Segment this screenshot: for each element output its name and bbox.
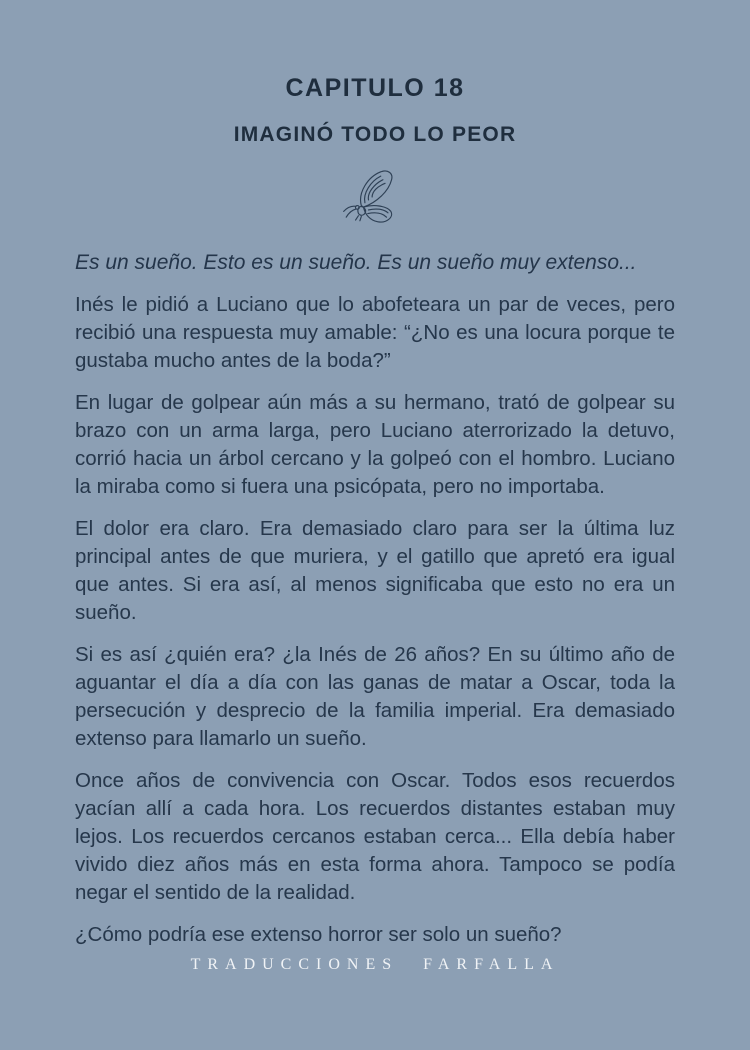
paragraph-1: Inés le pidió a Luciano que lo abofeteara un par de veces, pero recibió una respuesta muy amable: “¿No es una locura porque te gustaba mucho antes de la boda?” [75,293,675,372]
intro-line: Es un sueño. Esto es un sueño. Es un sueño muy extenso... [75,251,637,274]
ornament-container [75,169,675,229]
chapter-header [75,76,675,229]
translator-credit: TRADUCCIONES FARFALLA [190,956,560,973]
paragraph-6: ¿Cómo podría ese extenso horror ser solo un sueño? [75,923,562,946]
paragraph-4: Si es así ¿quién era? ¿la Inés de 26 años? En su último año de aguantar el día a día con las ganas de matar a Oscar, toda la persecución y desprecio de la familia imperial. Era demasiado extenso para llamarlo un sueño. [75,643,675,750]
paragraph-block [75,291,675,949]
butterfly-icon [339,168,411,231]
chapter-body [75,249,675,949]
paragraph-2: En lugar de golpear aún más a su hermano, trató de golpear su brazo con un arma larga, pero Luciano aterrorizado la detuvo, corrió hacia un árbol cercano y la golpeó con el hombro. Luciano la miraba como si fuera una psicópata, pero no importaba. [75,391,675,498]
paragraph-3: El dolor era claro. Era demasiado claro para ser la última luz principal antes de que muriera, y el gatillo que apretó era igual que antes. Si era así, al menos significaba que esto no era un sueño. [75,517,675,624]
paragraph-5: Once años de convivencia con Oscar. Todos esos recuerdos yacían allí a cada hora. Los recuerdos distantes estaban muy lejos. Los recuerdos cercanos estaban cerca... Ella debía haber vivido diez años más en esta forma ahora. Tampoco se podía negar el sentido de la realidad. [75,769,675,904]
chapter-subtitle: IMAGINÓ TODO LO PEOR [233,123,517,146]
chapter-title: CAPITULO 18 [285,74,465,102]
page-footer [75,955,675,976]
